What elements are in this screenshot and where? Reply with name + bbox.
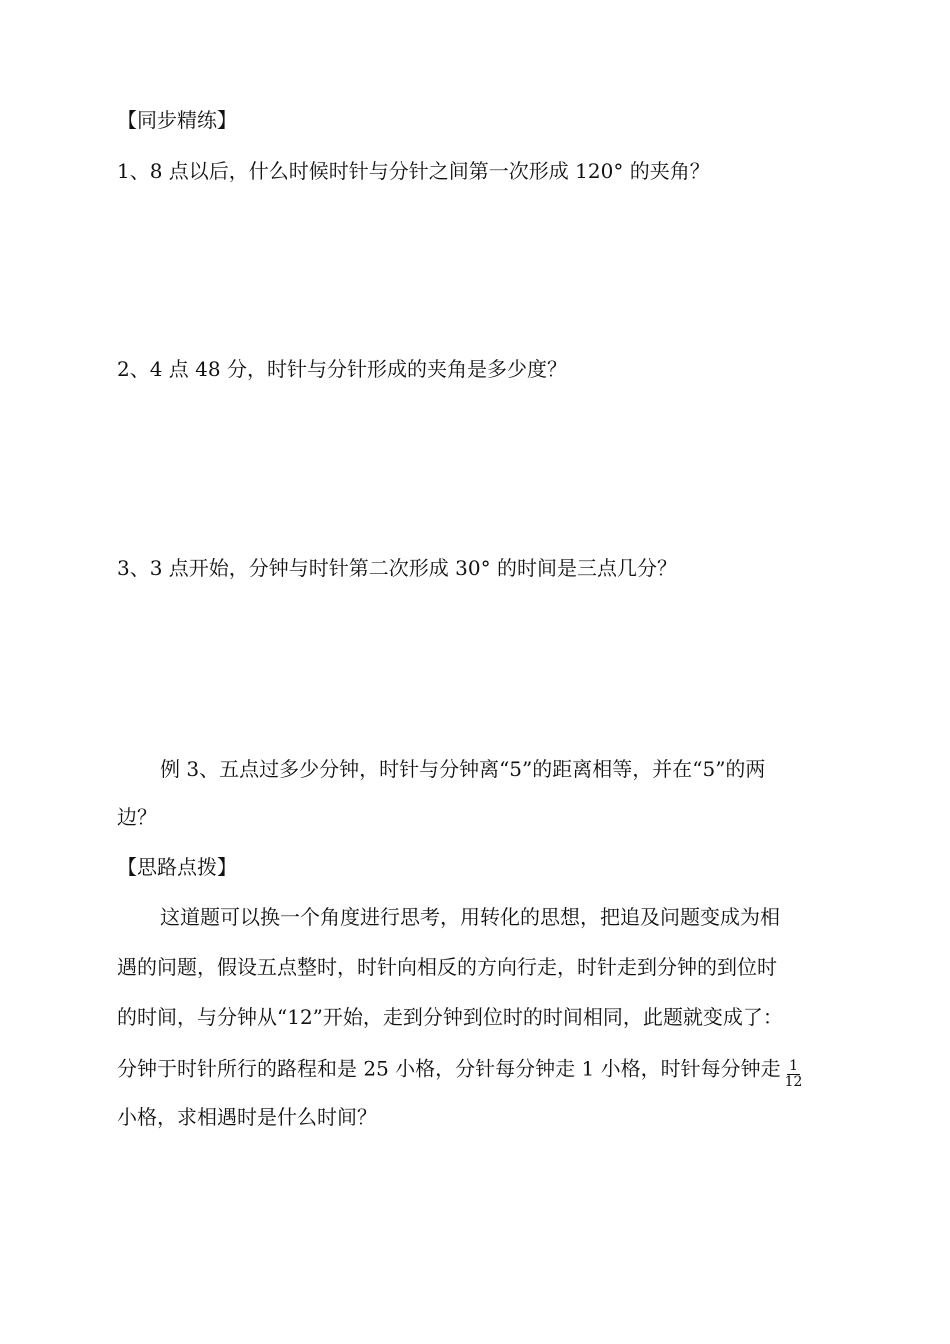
hint-line-4-with-fraction <box>117 1055 804 1090</box>
hint-line-1: 这道题可以换一个角度进行思考，用转化的思想，把追及问题变成为相 <box>160 905 780 929</box>
hint-line-4-text: 分钟于时针所行的路程和是 25 小格，分针每分钟走 1 小格，时针每分钟走 <box>117 1056 781 1081</box>
hint-line-2: 遇的问题，假设五点整时，时针向相反的方向行走，时针走到分钟的到位时 <box>117 955 777 979</box>
section-heading-sync-practice: 【同步精练】 <box>117 108 237 132</box>
example-3-line-2: 边？ <box>117 805 157 829</box>
fraction-numerator: 1 <box>789 1058 798 1074</box>
example-3-line-1: 例 3、五点过多少分钟，时针与分钟离“5”的距离相等，并在“5”的两 <box>160 757 766 781</box>
question-2: 2、4 点 48 分，时针与分针形成的夹角是多少度？ <box>117 357 567 381</box>
fraction-one-twelfth <box>783 1059 805 1089</box>
question-1: 1、8 点以后，什么时候时针与分针之间第一次形成 120° 的夹角？ <box>117 159 710 183</box>
hint-heading: 【思路点拨】 <box>117 855 237 879</box>
hint-line-5: 小格，求相遇时是什么时间？ <box>117 1105 377 1129</box>
fraction-denominator: 12 <box>784 1073 803 1090</box>
hint-line-3: 的时间，与分钟从“12”开始，走到分钟到位时的时间相同，此题就变成了： <box>117 1005 783 1029</box>
question-3: 3、3 点开始，分钟与时针第二次形成 30° 的时间是三点几分？ <box>117 556 677 580</box>
